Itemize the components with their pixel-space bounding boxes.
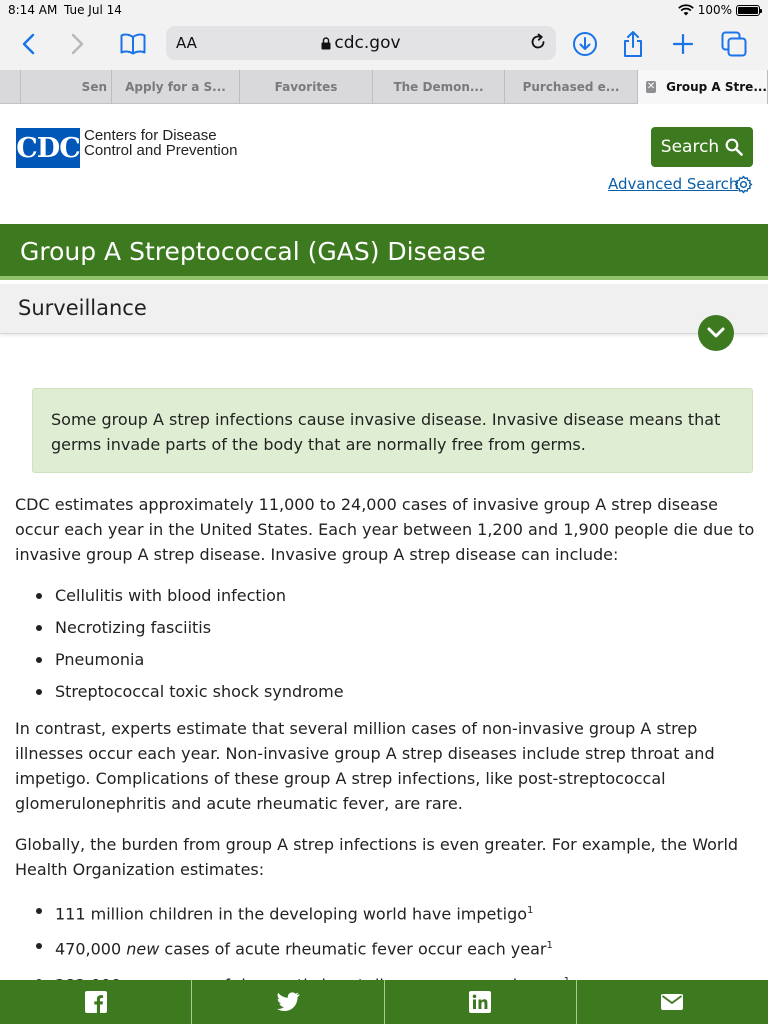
list-item-text: 111 million children in the developing world have impetigo bbox=[55, 904, 528, 924]
battery-icon bbox=[736, 5, 760, 16]
page-title: Group A Streptococcal (GAS) Disease bbox=[20, 237, 486, 266]
cdc-logo-text: CDC bbox=[16, 132, 80, 164]
main-content bbox=[15, 492, 755, 1009]
facebook-icon bbox=[85, 991, 107, 1013]
tab-1-label: Apply for a S... bbox=[125, 80, 226, 94]
callout-text: Some group A strep infections cause invasive disease. Invasive disease means that germs invade parts of the body that are normally free from germs. bbox=[51, 410, 721, 454]
list-item: Pneumonia bbox=[15, 647, 755, 672]
section-menu-toggle[interactable] bbox=[698, 315, 734, 351]
footnote-ref[interactable]: 1 bbox=[546, 940, 553, 952]
browser-toolbar bbox=[0, 20, 768, 70]
tab-5-label: Group A Stre... bbox=[666, 80, 767, 94]
page-title-banner bbox=[0, 224, 768, 280]
email-share-button[interactable] bbox=[577, 980, 768, 1024]
tab-0[interactable] bbox=[21, 70, 112, 104]
tab-3[interactable] bbox=[373, 70, 505, 104]
status-right bbox=[678, 3, 760, 17]
twitter-share-button[interactable] bbox=[192, 980, 384, 1024]
section-title: Surveillance bbox=[18, 296, 147, 320]
new-tab-icon[interactable] bbox=[667, 28, 699, 60]
list-item-text: cases of acute rheumatic fever occur each year bbox=[159, 939, 547, 959]
tab-0-label: Sen bbox=[81, 80, 107, 94]
paragraph-2: In contrast, experts estimate that several million cases of non-invasive group A strep illnesses occur each year. Non-invasive group A strep diseases include strep throat and impetigo. Complications of these group A strep infections, like post-streptococcal glomerulonephritis and acute rheumatic fever, are rare. bbox=[15, 719, 715, 813]
close-tab-icon[interactable]: ✕ bbox=[646, 81, 656, 92]
search-button[interactable] bbox=[651, 127, 753, 167]
battery-percent: 100% bbox=[697, 3, 732, 17]
url-display[interactable] bbox=[166, 33, 556, 53]
list-item: Necrotizing fasciitis bbox=[15, 615, 755, 640]
cdc-logo[interactable] bbox=[16, 128, 80, 168]
footnote-ref[interactable]: 1 bbox=[527, 905, 534, 916]
chevron-down-icon bbox=[707, 327, 725, 339]
search-button-label: Search bbox=[660, 137, 720, 157]
address-bar[interactable] bbox=[166, 26, 556, 60]
forward-icon[interactable] bbox=[62, 28, 94, 60]
list-item bbox=[15, 898, 755, 926]
tab-2-label: Favorites bbox=[274, 80, 338, 94]
cdc-org-name[interactable] bbox=[84, 128, 237, 158]
email-icon bbox=[661, 994, 683, 1010]
linkedin-icon bbox=[469, 991, 491, 1013]
tab-spacer bbox=[0, 70, 21, 104]
advanced-search-link[interactable]: Advanced Search bbox=[608, 175, 739, 193]
tab-4[interactable] bbox=[505, 70, 638, 104]
list-item bbox=[15, 933, 755, 961]
list-item: Cellulitis with blood infection bbox=[15, 583, 755, 608]
list-item: Streptococcal toxic shock syndrome bbox=[15, 679, 755, 704]
org-line-1: Centers for Disease bbox=[84, 127, 217, 144]
tab-4-label: Purchased e... bbox=[522, 80, 620, 94]
reload-icon[interactable] bbox=[528, 32, 548, 52]
status-date: Tue Jul 14 bbox=[64, 3, 122, 17]
bookmarks-icon[interactable] bbox=[117, 28, 149, 60]
search-icon bbox=[725, 138, 743, 156]
tabs-icon[interactable] bbox=[718, 28, 750, 60]
tab-1[interactable] bbox=[112, 70, 240, 104]
list-item-emphasis: new bbox=[126, 939, 160, 959]
wifi-icon bbox=[678, 4, 694, 16]
tab-5-active[interactable] bbox=[638, 70, 768, 104]
section-nav-bar[interactable] bbox=[0, 284, 768, 334]
list-item-text: 470,000 bbox=[55, 939, 127, 959]
lock-icon bbox=[321, 37, 331, 50]
status-bar bbox=[0, 0, 768, 20]
invasive-disease-list bbox=[15, 583, 755, 704]
linkedin-share-button[interactable] bbox=[385, 980, 577, 1024]
share-icon[interactable] bbox=[617, 28, 649, 60]
back-icon[interactable] bbox=[12, 28, 44, 60]
paragraph-1: CDC estimates approximately 11,000 to 24,000 cases of invasive group A strep disease occur each year in the United States. Each year between 1,200 and 1,900 people die due to invasive group A strep disease. Invasive group A strep disease can include: bbox=[15, 495, 755, 564]
gear-icon[interactable] bbox=[734, 175, 753, 194]
facebook-share-button[interactable] bbox=[0, 980, 192, 1024]
callout-box bbox=[32, 388, 753, 473]
url-text: cdc.gov bbox=[334, 33, 401, 53]
status-time: 8:14 AM bbox=[8, 3, 58, 17]
tab-3-label: The Demon... bbox=[393, 80, 484, 94]
download-icon[interactable] bbox=[569, 28, 601, 60]
tab-2[interactable] bbox=[240, 70, 373, 104]
tab-bar bbox=[0, 70, 768, 104]
twitter-icon bbox=[276, 992, 300, 1012]
social-share-bar bbox=[0, 980, 768, 1024]
paragraph-3: Globally, the burden from group A strep infections is even greater. For example, the World Health Organization estimates: bbox=[15, 835, 739, 879]
org-line-2: Control and Prevention bbox=[84, 142, 238, 159]
reader-aa-button[interactable]: AA bbox=[176, 34, 197, 52]
